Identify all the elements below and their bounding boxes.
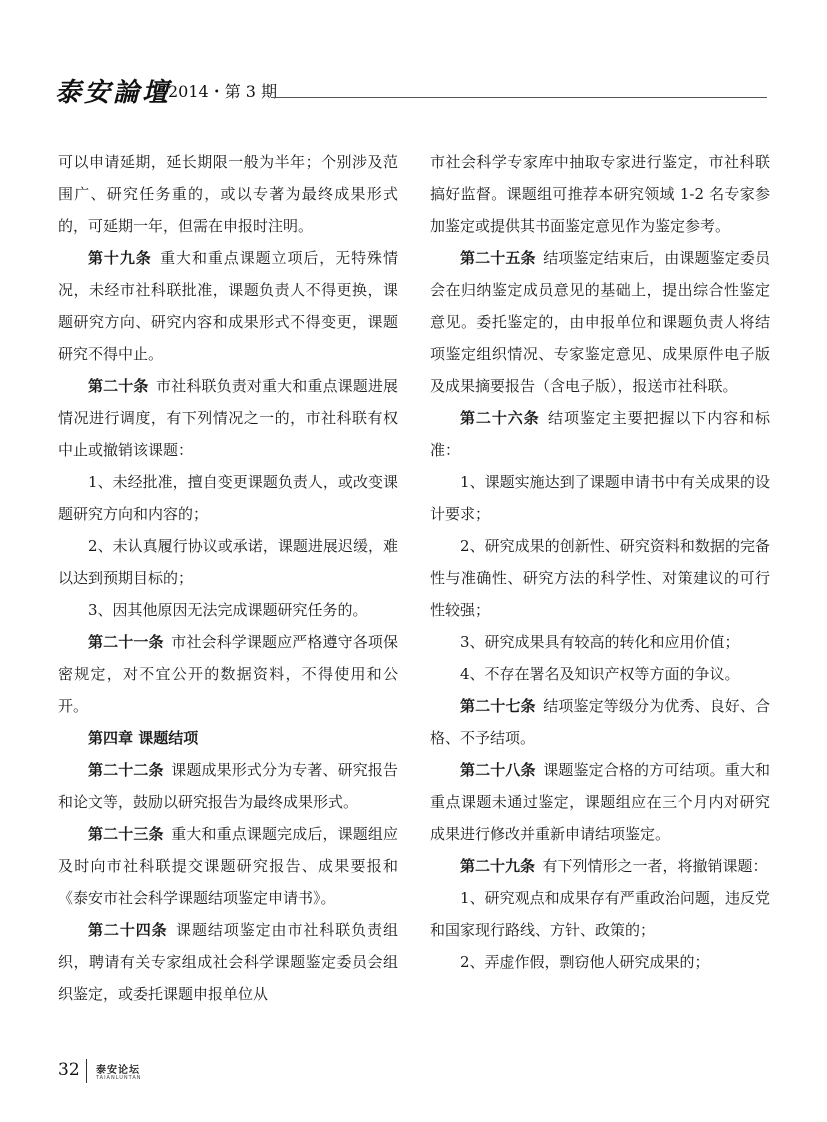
paragraph <box>430 882 770 946</box>
article-number: 第十九条 <box>88 249 152 267</box>
paragraph <box>430 242 770 402</box>
paragraph <box>430 658 770 690</box>
paragraph <box>58 818 398 914</box>
issue-label: 2014・第 3 期 <box>168 82 278 101</box>
paragraph <box>58 370 398 466</box>
paragraph-text: 结项鉴定结束后，由课题鉴定委员会在归纳鉴定成员意见的基础上，提出综合性鉴定意见。委托鉴定的，由申报单位和课题负责人将结项鉴定组织情况、专家鉴定意见、成果原件电子版及成果摘要报告（含电子版），报送市社科联。 <box>430 249 770 395</box>
paragraph-text: 2、未认真履行协议或承诺，课题进展迟缓，难以达到预期目标的； <box>58 537 398 587</box>
footer-pinyin: TAIANLUNTAN <box>96 1075 142 1081</box>
paragraph-text: 课题鉴定合格的方可结项。重大和重点课题未通过鉴定，课题组应在三个月内对研究成果进行修改并重新申请结项鉴定。 <box>430 761 770 843</box>
article-number: 第二十九条 <box>460 857 536 875</box>
paragraph <box>58 242 398 370</box>
paragraph <box>58 722 398 754</box>
paragraph-text: 市社会科学课题应严格遵守各项保密规定，对不宜公开的数据资料，不得使用和公开。 <box>58 633 398 715</box>
paragraph-text: 2、研究成果的创新性、研究资料和数据的完备性与准确性、研究方法的科学性、对策建议的可行性较强； <box>430 537 770 619</box>
paragraph-text: 有下列情形之一者，将撤销课题： <box>542 857 768 875</box>
page-number: 32 <box>58 1060 80 1080</box>
footer-divider <box>86 1059 87 1083</box>
right-column <box>430 146 770 978</box>
paragraph-text: 结项鉴定等级分为优秀、良好、合格、不予结项。 <box>430 697 770 747</box>
paragraph-text: 3、研究成果具有较高的转化和应用价值； <box>460 633 740 651</box>
paragraph-text: 4、不存在署名及知识产权等方面的争议。 <box>460 665 740 683</box>
page-header <box>55 76 767 108</box>
article-number: 第二十六条 <box>460 409 540 427</box>
paragraph-text: 1、研究观点和成果存有严重政治问题，违反党和国家现行路线、方针、政策的； <box>430 889 770 939</box>
paragraph-text: 1、课题实施达到了课题申请书中有关成果的设计要求； <box>430 473 770 523</box>
paragraph <box>58 530 398 594</box>
article-number: 第二十条 <box>88 377 149 395</box>
page-footer <box>58 1057 358 1087</box>
paragraph <box>430 754 770 850</box>
article-number: 第二十八条 <box>460 761 536 779</box>
paragraph-text: 市社科联负责对重大和重点课题进展情况进行调度，有下列情况之一的，市社科联有权中止或撤销该课题： <box>58 377 398 459</box>
footer-brand: 泰安论坛 <box>96 1065 140 1076</box>
article-number: 第二十四条 <box>88 921 168 939</box>
paragraph <box>430 402 770 466</box>
article-number: 第二十二条 <box>88 761 164 779</box>
paragraph-text: 1、未经批准，擅自变更课题负责人，或改变课题研究方向和内容的； <box>58 473 398 523</box>
paragraph-text: 2、弄虚作假，剽窃他人研究成果的； <box>460 953 710 971</box>
paragraph-text: 可以申请延期，延长期限一般为半年；个别涉及范围广、研究任务重的，或以专著为最终成果形式的，可延期一年，但需在申报时注明。 <box>58 153 398 235</box>
paragraph <box>58 754 398 818</box>
journal-logo: 泰安論壇 <box>55 78 172 108</box>
paragraph <box>430 146 770 242</box>
paragraph <box>430 946 770 978</box>
paragraph-text: 3、因其他原因无法完成课题研究任务的。 <box>88 601 368 619</box>
paragraph <box>430 690 770 754</box>
paragraph <box>430 626 770 658</box>
paragraph-text: 课题成果形式分为专著、研究报告和论文等，鼓励以研究报告为最终成果形式。 <box>58 761 398 811</box>
paragraph-text: 结项鉴定主要把握以下内容和标准： <box>430 409 770 459</box>
paragraph <box>430 466 770 530</box>
paragraph <box>58 594 398 626</box>
paragraph <box>58 914 398 1010</box>
paragraph-text: 重大和重点课题立项后，无特殊情况，未经市社科联批准，课题负责人不得更换，课题研究方向、研究内容和成果形式不得变更，课题研究不得中止。 <box>58 249 398 363</box>
paragraph-text: 课题结项鉴定由市社科联负责组织，聘请有关专家组成社会科学课题鉴定委员会组织鉴定，或委托课题申报单位从 <box>58 921 398 1003</box>
paragraph <box>430 530 770 626</box>
article-number: 第二十七条 <box>460 697 536 715</box>
header-rule <box>271 97 767 98</box>
article-number: 第二十五条 <box>460 249 536 267</box>
chapter-heading: 第四章 课题结项 <box>88 729 199 747</box>
paragraph <box>58 146 398 242</box>
paragraph <box>58 466 398 530</box>
paragraph <box>58 626 398 722</box>
paragraph <box>430 850 770 882</box>
article-number: 第二十三条 <box>88 825 164 843</box>
paragraph-text: 重大和重点课题完成后，课题组应及时向市社科联提交课题研究报告、成果要报和《泰安市社会科学课题结项鉴定申请书》。 <box>58 825 398 907</box>
paragraph-text: 市社会科学专家库中抽取专家进行鉴定，市社科联搞好监督。课题组可推荐本研究领域 1-2 名专家参加鉴定或提供其书面鉴定意见作为鉴定参考。 <box>430 153 770 235</box>
article-number: 第二十一条 <box>88 633 164 651</box>
left-column <box>58 146 398 1010</box>
